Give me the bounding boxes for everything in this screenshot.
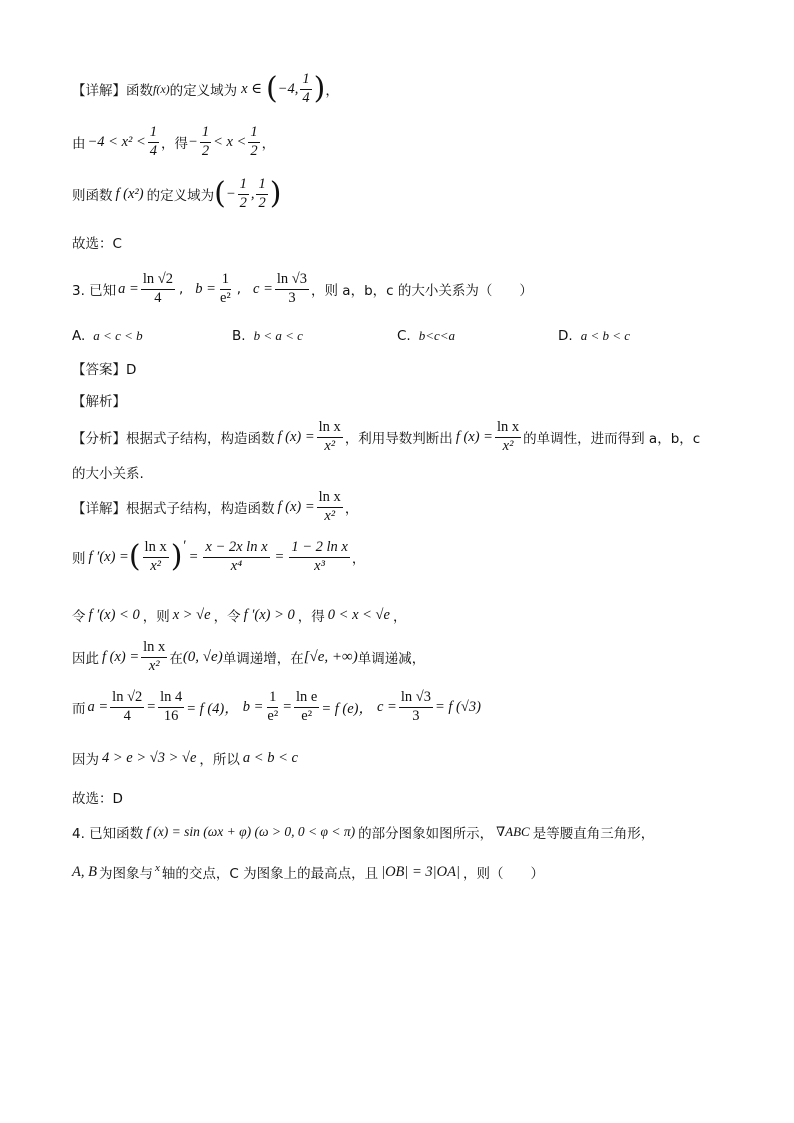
text: 故选：D	[72, 791, 123, 807]
math-eq: =	[188, 548, 199, 565]
monotonic-line	[72, 640, 734, 675]
because-line	[72, 748, 734, 768]
sign-line	[72, 605, 734, 625]
frac-num: ln x	[317, 420, 343, 438]
math: = f (√3)	[434, 698, 481, 715]
frac-den: e²	[301, 707, 313, 724]
math-a: a =	[118, 280, 139, 297]
frac-den: e²	[267, 707, 279, 724]
frac-den: x²	[148, 657, 160, 674]
fraction	[110, 690, 144, 725]
text: 是等腰直角三角形，	[532, 826, 655, 842]
math: a < b < c	[242, 749, 298, 766]
frac-den: 4	[302, 89, 310, 106]
frac-num: 1	[200, 125, 211, 143]
text: ，	[261, 136, 276, 153]
text: ，	[392, 609, 407, 625]
text: 的定义域为	[146, 188, 215, 205]
text: 的部分图象如图所示，	[358, 826, 494, 842]
derivative-line	[72, 540, 734, 575]
frac-num: 1	[238, 177, 249, 195]
text: 则函数	[72, 188, 113, 205]
fraction-lnx	[317, 420, 343, 455]
question-4	[72, 822, 734, 842]
math: b =	[242, 698, 264, 715]
solution-line-result	[72, 177, 734, 212]
fraction	[294, 690, 319, 725]
frac-num: 1	[300, 72, 311, 90]
math-interval-left: −4,	[277, 80, 299, 97]
math-x-in: x ∈	[241, 80, 262, 97]
option-c[interactable]	[397, 328, 455, 344]
frac-den: 3	[288, 289, 296, 306]
option-text: b<c<a	[418, 328, 456, 343]
frac-num: ln x	[317, 490, 343, 508]
math: = f (e)，	[321, 700, 373, 717]
math-fx: f (x) =	[277, 498, 315, 515]
math-inequality: < x <	[213, 133, 247, 150]
math-fx2: f (x²)	[115, 185, 144, 202]
text: 则	[72, 551, 86, 568]
frac-num: 1	[148, 125, 159, 143]
option-a[interactable]	[72, 328, 143, 344]
fraction-lnx	[317, 490, 343, 525]
text: ，利用导数判断出	[344, 431, 453, 448]
options-row	[72, 328, 734, 346]
math-minus: −	[225, 185, 236, 202]
text: ，令	[213, 609, 241, 625]
text: 令	[72, 609, 86, 625]
frac-den: 2	[239, 194, 247, 211]
option-b[interactable]	[232, 328, 303, 344]
option-text: b < a < c	[253, 328, 303, 343]
text: ，	[351, 551, 366, 568]
fraction	[158, 690, 184, 725]
paren-right: )	[313, 71, 326, 107]
question-4-line-2	[72, 862, 734, 882]
analysis-title	[72, 390, 734, 410]
frac-num: ln √2	[110, 690, 144, 708]
math: x	[154, 862, 160, 874]
comma: ,	[236, 281, 242, 298]
paren-left: (	[214, 176, 226, 212]
fraction-deriv	[203, 540, 269, 575]
answer-text: 【答案】D	[72, 362, 137, 378]
text: ，	[344, 501, 359, 518]
text: 为图象与	[98, 866, 153, 882]
fraction	[399, 690, 433, 725]
frac-num: ln x	[141, 640, 167, 658]
paren-right: )	[269, 176, 282, 212]
fraction-lnx	[141, 640, 167, 675]
text: ，则	[142, 609, 170, 625]
text: ，得	[297, 609, 325, 625]
math-fx: f (x) =	[102, 648, 140, 665]
frac-den: x³	[314, 557, 325, 574]
math: |OB| = 3|OA|	[381, 863, 460, 880]
frac-num: 1	[220, 272, 231, 290]
math-fx: f (x) =	[455, 428, 493, 445]
math-interval: (0, √e)	[182, 648, 223, 665]
detail-label: 【详解】函数	[72, 83, 153, 100]
option-text: a < c < b	[93, 328, 143, 343]
math: x > √e	[172, 606, 211, 623]
text: ，则（ ）	[462, 866, 544, 882]
frac-den: 4	[123, 707, 131, 724]
frac-num: ln √3	[399, 690, 433, 708]
frac-num: ln √2	[141, 272, 175, 290]
frac-num: ln e	[294, 690, 319, 708]
paren-left: (	[265, 71, 278, 107]
math-eq: =	[282, 698, 292, 715]
math-eq: =	[146, 698, 157, 715]
option-label: A.	[72, 328, 86, 344]
math: c =	[377, 698, 397, 715]
fraction-quarter	[148, 125, 159, 160]
frac-den: 2	[258, 194, 266, 211]
frac-den: 2	[201, 142, 210, 159]
option-label: B.	[232, 328, 246, 344]
frac-den: x²	[324, 507, 336, 524]
fraction-half	[238, 177, 249, 212]
fraction-half	[200, 125, 211, 160]
frac-num: 1	[256, 177, 267, 195]
math-fx: f (x) =	[277, 428, 315, 445]
paren-left: (	[128, 539, 141, 575]
fraction-lnx	[495, 420, 521, 455]
frac-den: 2	[250, 142, 258, 159]
math: f ′(x) < 0	[88, 606, 140, 623]
math-eq: =	[274, 548, 285, 565]
math-c: c =	[253, 280, 273, 297]
fraction-half	[248, 125, 259, 160]
question-3	[72, 272, 734, 307]
solution-line-inequality	[72, 125, 734, 160]
text: 轴的交点，C 为图象上的最高点，且	[161, 866, 379, 882]
prime-mark: ′	[182, 538, 186, 554]
text: 的定义域为	[169, 83, 238, 100]
math: 4 > e > √3 > √e	[102, 749, 197, 766]
solution-line-domain	[72, 72, 734, 107]
frac-den: x²	[150, 557, 162, 574]
text: 由	[72, 136, 86, 153]
math: a =	[87, 698, 109, 715]
frac-num: ln 4	[158, 690, 184, 708]
frac-den: x⁴	[230, 557, 243, 574]
text: 的单调性，进而得到 a，b，c	[523, 431, 701, 448]
frac-num: ln √3	[275, 272, 309, 290]
frac-num: ln x	[143, 540, 169, 558]
frac-den: 16	[163, 707, 179, 724]
frac-num: ln x	[495, 420, 521, 438]
frac-den: e²	[219, 289, 231, 306]
text: 单调递增，在	[222, 651, 304, 668]
math-b: b =	[195, 280, 216, 297]
text: 在	[169, 651, 183, 668]
text: 故选：C	[72, 236, 122, 252]
math: 0 < x < √e	[327, 606, 390, 623]
fraction-b	[218, 272, 233, 307]
text: 因此	[72, 651, 99, 668]
fraction-deriv-simplified	[289, 540, 350, 575]
option-label: D.	[558, 328, 573, 344]
answer-line	[72, 358, 734, 378]
fraction-c	[275, 272, 309, 307]
math-function: f (x) = sin (ωx + φ) (ω > 0, 0 < φ < π)	[146, 824, 356, 839]
text: ，所以	[199, 752, 240, 768]
comma: ,	[178, 281, 184, 298]
fraction-quarter	[300, 72, 311, 107]
text: 【解析】	[72, 394, 126, 410]
paren-right: )	[170, 539, 183, 575]
frac-num: x − 2x ln x	[203, 540, 269, 558]
text: 【分析】根据式子结构，构造函数	[72, 431, 275, 448]
math-minus: −	[188, 133, 198, 150]
frac-num: 1	[267, 690, 278, 708]
analysis-line	[72, 420, 734, 455]
math: A, B	[72, 863, 97, 880]
math-triangle: ∇ABC	[496, 824, 530, 839]
frac-num: 1 − 2 ln x	[289, 540, 350, 558]
analysis-line-2	[72, 462, 734, 482]
fraction-half	[256, 177, 267, 212]
question-number: 3. 已知	[72, 283, 117, 300]
fraction-a	[141, 272, 175, 307]
question-stem: ，则 a，b，c 的大小关系为（ ）	[311, 283, 533, 300]
values-line	[72, 690, 734, 725]
frac-den: x²	[324, 437, 336, 454]
math: = f (4)，	[186, 700, 239, 717]
answer-choice-d	[72, 787, 734, 807]
math-comma: ,	[250, 185, 255, 202]
math-interval: [√e, +∞)	[303, 648, 358, 665]
text: 因为	[72, 752, 99, 768]
detail-line	[72, 490, 734, 525]
frac-den: 4	[149, 142, 158, 159]
math-inequality: −4 < x² <	[87, 133, 146, 150]
text: 而	[72, 701, 86, 718]
text: ，	[325, 83, 339, 100]
text: ，得	[161, 136, 189, 153]
math: f ′(x) > 0	[243, 606, 295, 623]
text: 的大小关系.	[72, 466, 144, 482]
text: 单调递减，	[357, 651, 426, 668]
answer-choice-c	[72, 232, 734, 252]
option-text: a < b < c	[580, 328, 631, 343]
option-d[interactable]	[558, 328, 630, 344]
frac-num: 1	[248, 125, 259, 143]
frac-den: 3	[412, 707, 420, 724]
fraction	[265, 690, 280, 725]
text: 【详解】根据式子结构，构造函数	[72, 501, 275, 518]
fraction-lnx	[143, 540, 169, 575]
frac-den: x²	[502, 437, 514, 454]
question-number: 4. 已知函数	[72, 826, 144, 842]
math-fx: f(x)	[153, 81, 170, 96]
math-fprime: f ′(x) =	[88, 548, 129, 565]
option-label: C.	[397, 328, 411, 344]
frac-den: 4	[154, 289, 162, 306]
